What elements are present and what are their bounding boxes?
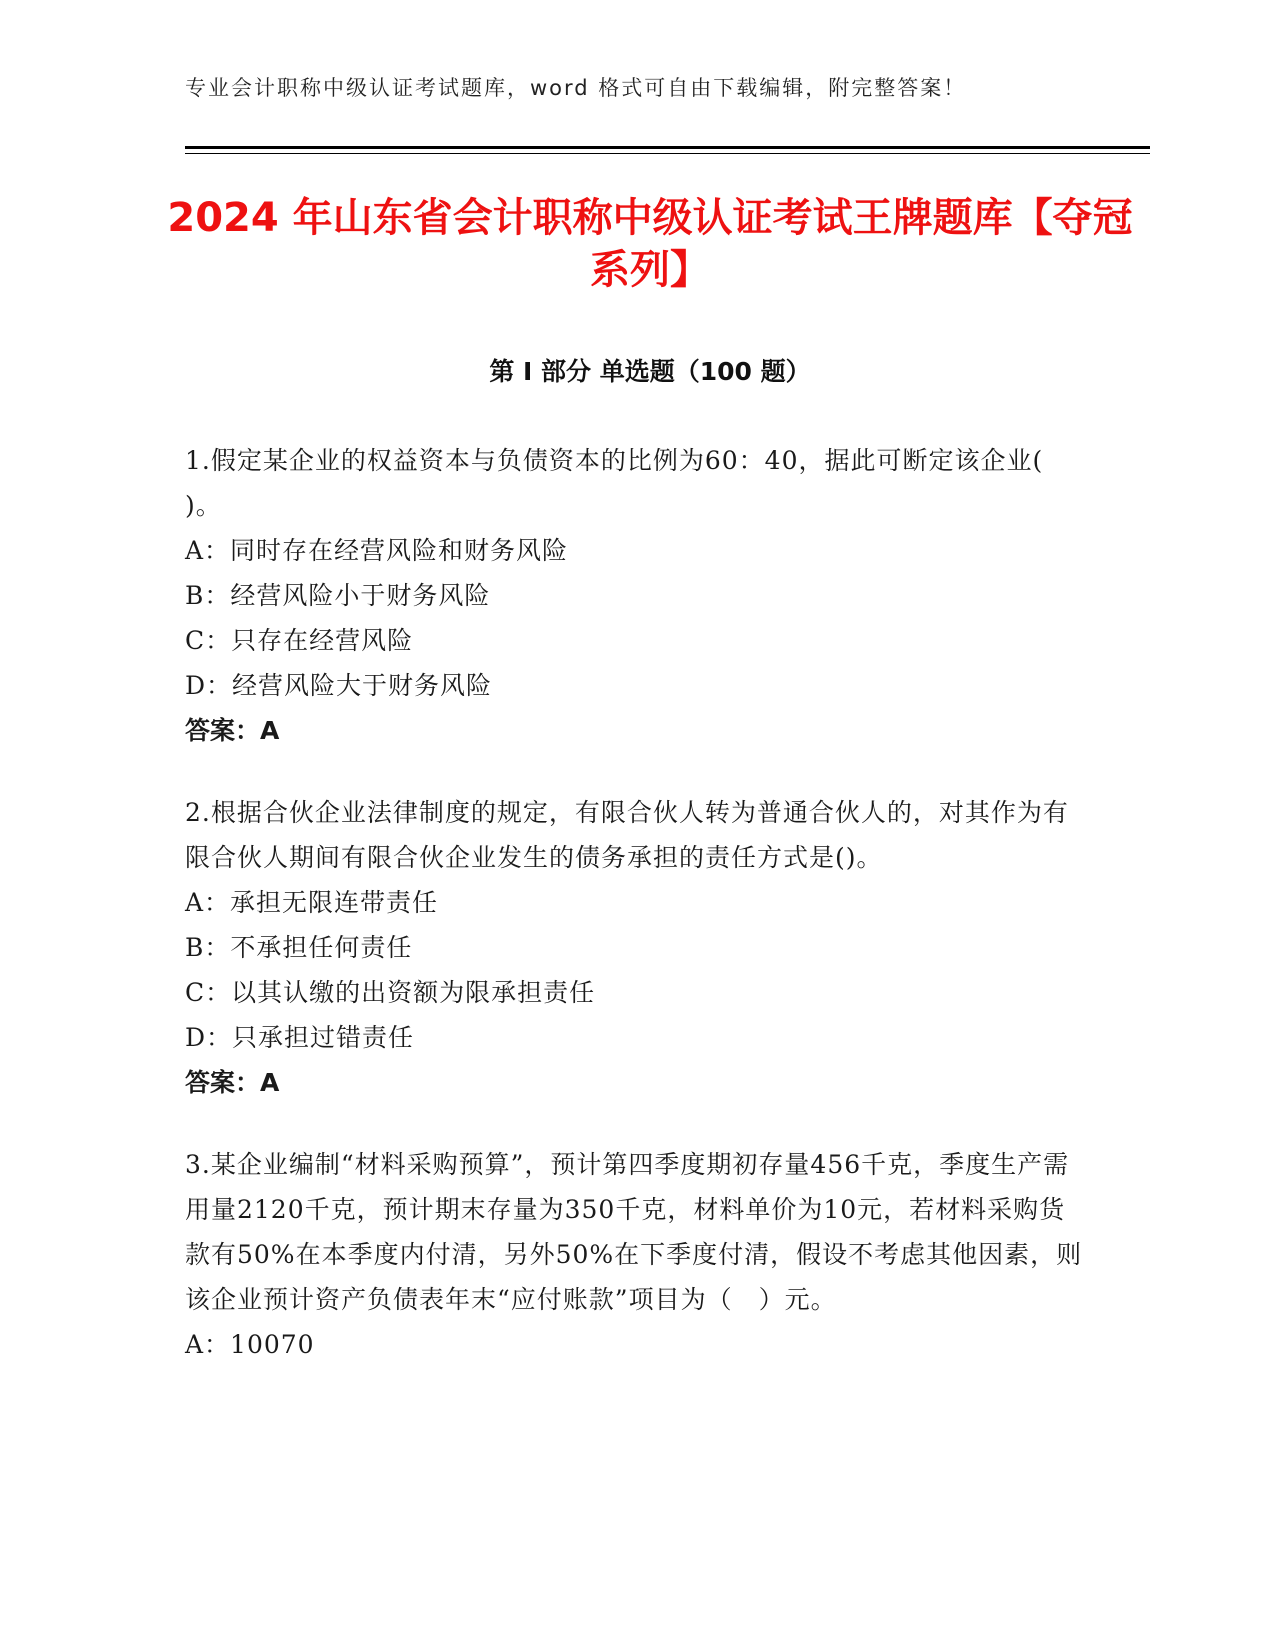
question-stem: 3.某企业编制“材料采购预算”，预计第四季度期初存量456千克，季度生产需用量2120千克，预计期末存量为350千克，材料单价为10元，若材料采购货款有50%在本季度内付清，另外50%在下季度付清，假设不考虑其他因素，则该企业预计资产负债表年末“应付账款”项目为（ ）元。 bbox=[185, 1150, 1083, 1314]
option-a: A：承担无限连带责任 bbox=[185, 888, 439, 917]
option-c: C：只存在经营风险 bbox=[185, 626, 414, 655]
header-rule-thick bbox=[185, 146, 1150, 149]
question-3 bbox=[185, 1142, 1085, 1367]
section-title: 第 I 部分 单选题（100 题） bbox=[489, 357, 811, 386]
question-stem: 1.假定某企业的权益资本与负债资本的比例为60：40，据此可断定该企业( )。 bbox=[185, 446, 1096, 520]
option-d: D：只承担过错责任 bbox=[185, 1023, 415, 1052]
question-1 bbox=[185, 438, 1096, 753]
option-a: A：同时存在经营风险和财务风险 bbox=[185, 536, 569, 565]
option-a: A：10070 bbox=[185, 1330, 315, 1359]
question-list bbox=[185, 438, 1096, 1404]
question-2 bbox=[185, 790, 1085, 1105]
question-stem: 2.根据合伙企业法律制度的规定，有限合伙人转为普通合伙人的，对其作为有限合伙人期间有限合伙企业发生的债务承担的责任方式是()。 bbox=[185, 798, 1069, 872]
answer: 答案：A bbox=[185, 1068, 280, 1097]
option-b: B：经营风险小于财务风险 bbox=[185, 581, 491, 610]
document-title: 2024 年山东省会计职称中级认证考试王牌题库【夺冠系列】 bbox=[167, 195, 1133, 293]
option-d: D：经营风险大于财务风险 bbox=[185, 671, 493, 700]
header-rule-thin bbox=[185, 153, 1150, 154]
answer: 答案：A bbox=[185, 716, 280, 745]
header-note: 专业会计职称中级认证考试题库，word 格式可自由下载编辑，附完整答案！ bbox=[185, 76, 967, 100]
option-c: C：以其认缴的出资额为限承担责任 bbox=[185, 978, 596, 1007]
option-b: B：不承担任何责任 bbox=[185, 933, 413, 962]
